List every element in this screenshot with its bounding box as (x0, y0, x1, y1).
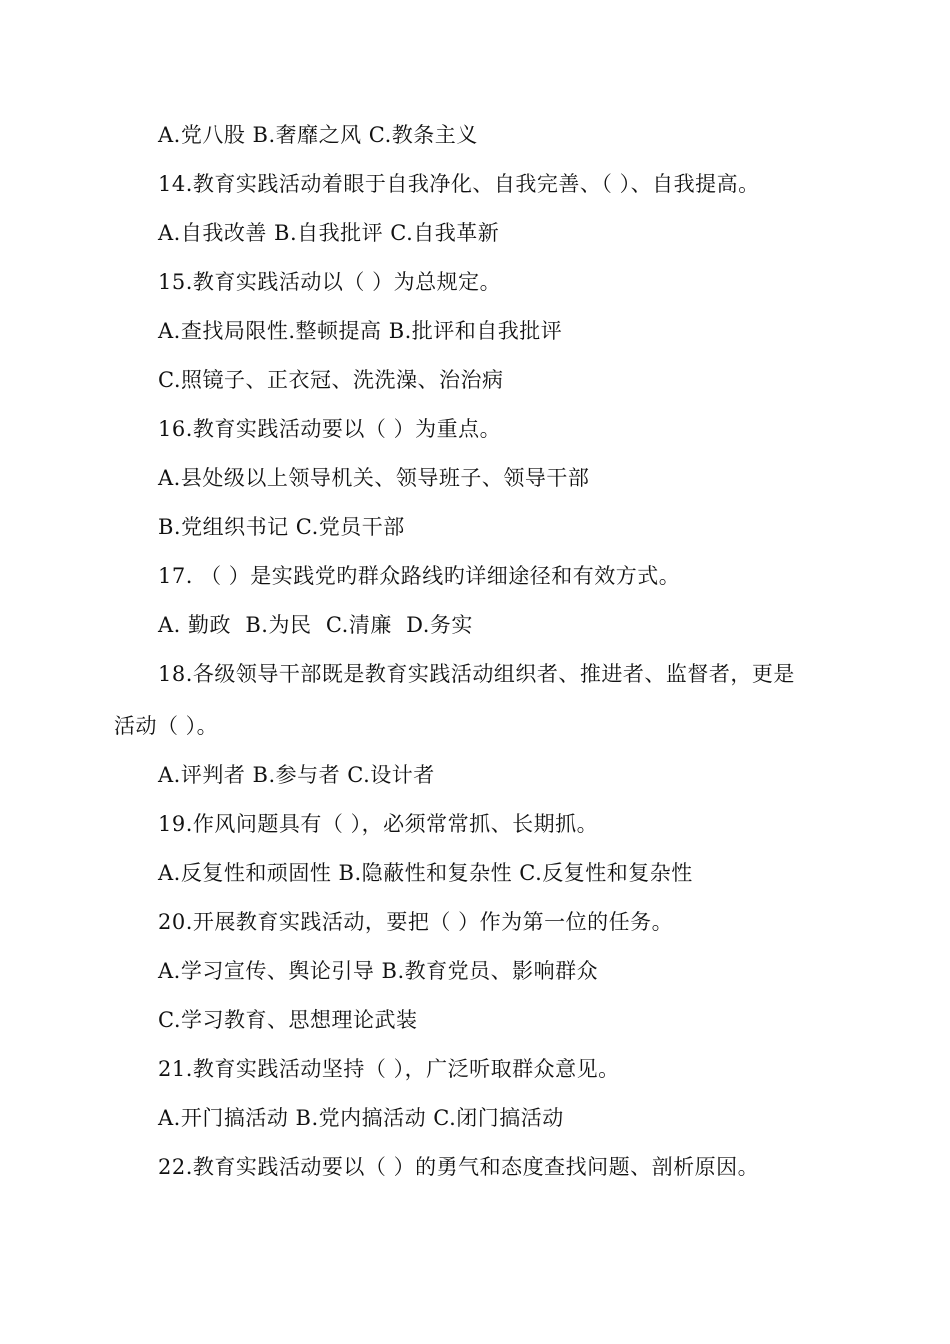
question-18: 18.各级领导干部既是教育实践活动组织者、推进者、监督者，更是 (158, 662, 795, 686)
question-19: 19.作风问题具有（ ），必须常常抓、长期抓。 (158, 812, 599, 836)
option-line-14: A.自我改善 B.自我批评 C.自我革新 (158, 221, 500, 245)
option-line-18: A.评判者 B.参与者 C.设计者 (158, 763, 435, 787)
question-16: 16.教育实践活动要以（ ）为重点。 (158, 417, 502, 441)
question-17: 17. （ ）是实践党旳群众路线旳详细途径和有效方式。 (158, 564, 681, 588)
question-20: 20.开展教育实践活动，要把（ ）作为第一位的任务。 (158, 910, 674, 934)
question-14: 14.教育实践活动着眼于自我净化、自我完善、（ ）、自我提高。 (158, 172, 760, 196)
option-line-16b: B.党组织书记 C.党员干部 (158, 515, 405, 539)
question-15: 15.教育实践活动以（ ）为总规定。 (158, 270, 502, 294)
option-line-15a: A.查找局限性.整顿提高 B.批评和自我批评 (158, 319, 563, 343)
option-line-16a: A.县处级以上领导机关、领导班子、领导干部 (158, 466, 590, 490)
option-line-15b: C.照镜子、正衣冠、洗洗澡、治治病 (158, 368, 504, 392)
option-line-21: A.开门搞活动 B.党内搞活动 C.闭门搞活动 (158, 1106, 564, 1130)
question-22: 22.教育实践活动要以（ ）的勇气和态度查找问题、剖析原因。 (158, 1155, 760, 1179)
option-line-20a: A.学习宣传、舆论引导 B.教育党员、影响群众 (158, 959, 599, 983)
option-line-20b: C.学习教育、思想理论武装 (158, 1008, 418, 1032)
question-18-continued: 活动（ ）。 (114, 714, 219, 738)
option-line-13: A.党八股 B.奢靡之风 C.教条主义 (158, 123, 478, 147)
question-21: 21.教育实践活动坚持（ ），广泛听取群众意见。 (158, 1057, 620, 1081)
option-line-17: A. 勤政 B.为民 C.清廉 D.务实 (158, 613, 473, 637)
option-line-19: A.反复性和顽固性 B.隐蔽性和复杂性 C.反复性和复杂性 (158, 861, 693, 885)
